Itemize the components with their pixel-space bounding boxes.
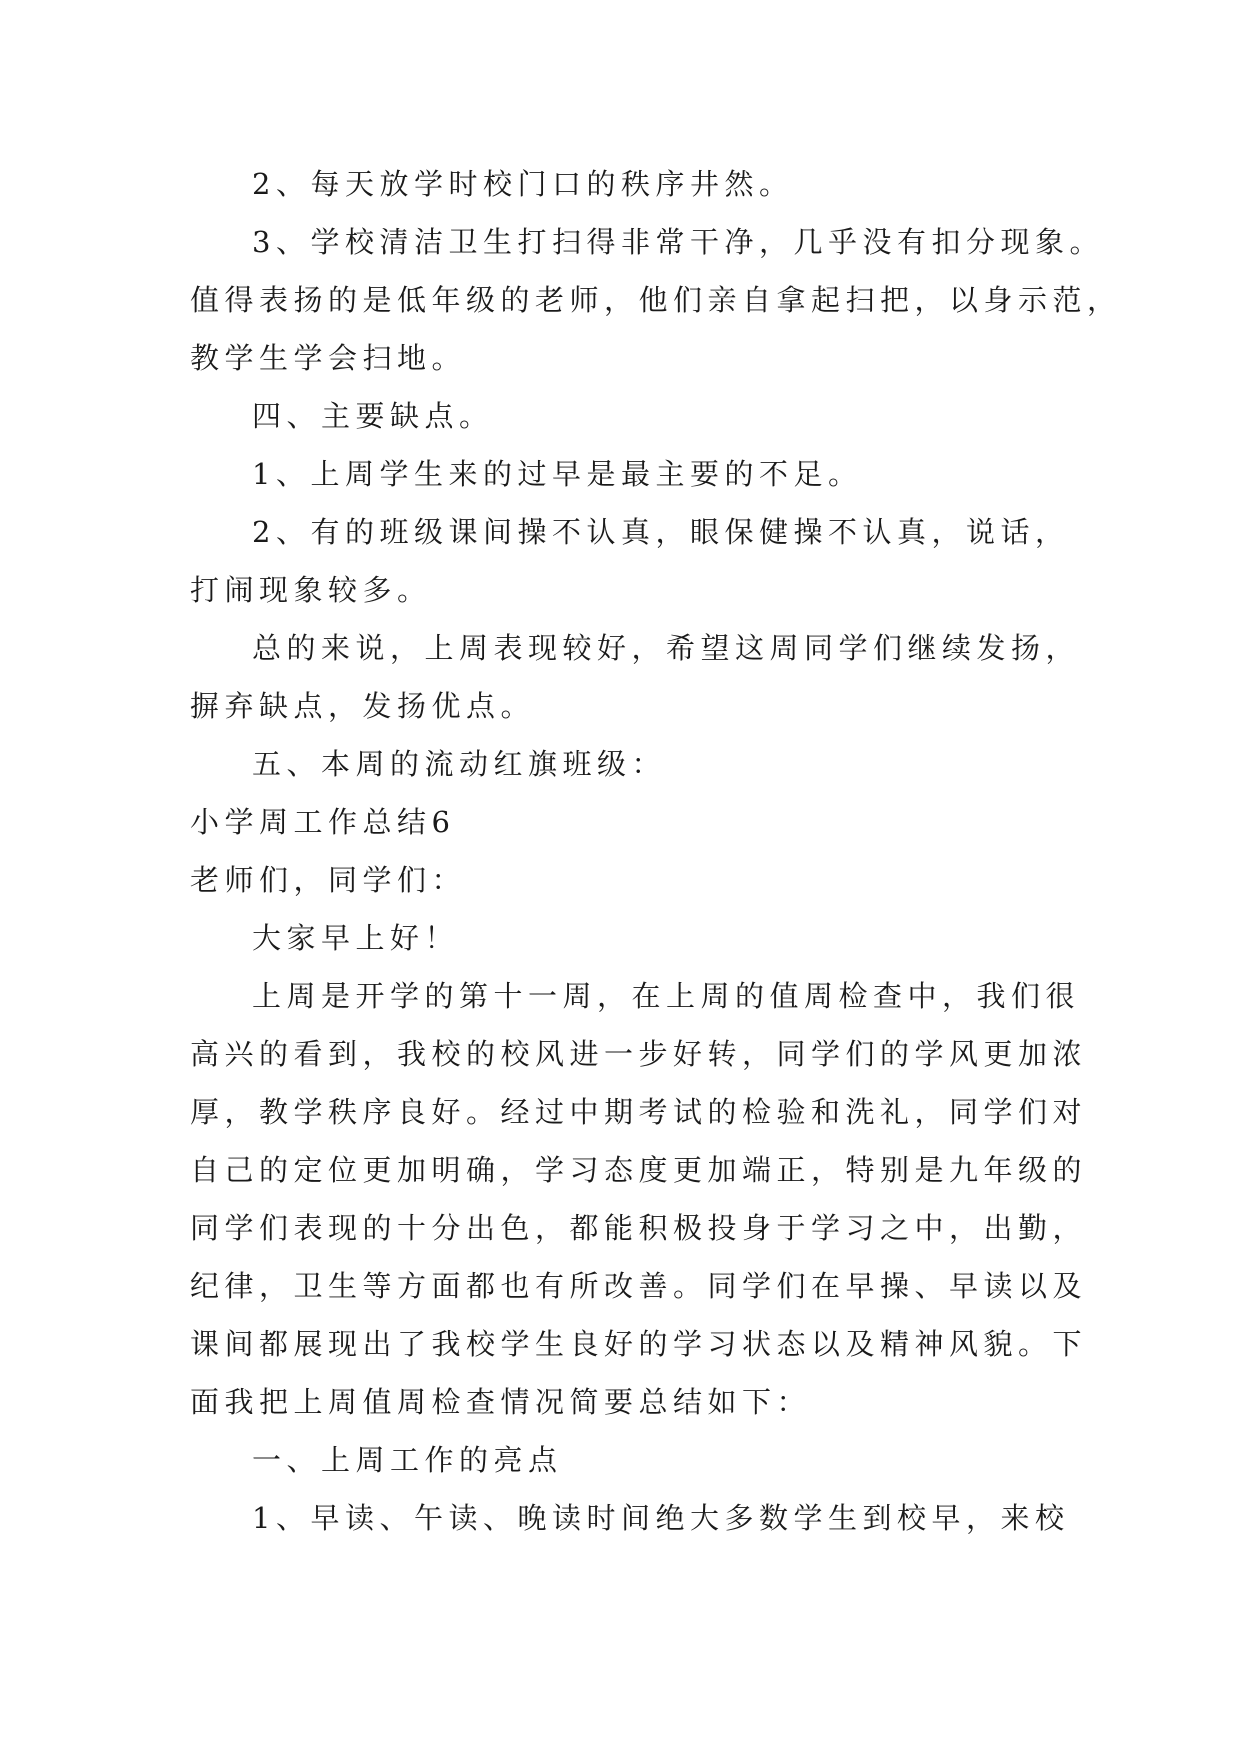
document-title: 小学周工作总结6 [190, 805, 456, 839]
paragraph-line: 面我把上周值周检查情况简要总结如下： [190, 1385, 812, 1419]
paragraph-line: 3、学校清洁卫生打扫得非常干净，几乎没有扣分现象。 [252, 225, 1104, 259]
salutation: 老师们，同学们： [190, 863, 467, 897]
section-heading: 五、本周的流动红旗班级： [252, 747, 667, 781]
paragraph-line: 高兴的看到，我校的校风进一步好转，同学们的学风更加浓 [190, 1037, 1088, 1071]
paragraph-line: 自己的定位更加明确，学习态度更加端正，特别是九年级的 [190, 1153, 1088, 1187]
paragraph-line: 厚，教学秩序良好。经过中期考试的检验和洗礼，同学们对 [190, 1095, 1088, 1129]
paragraph-line: 2、有的班级课间操不认真，眼保健操不认真，说话， [252, 515, 1070, 549]
paragraph-line: 上周是开学的第十一周，在上周的值周检查中，我们很 [252, 979, 1081, 1013]
paragraph-line: 摒弃缺点，发扬优点。 [190, 689, 536, 723]
paragraph-line: 打闹现象较多。 [190, 573, 432, 607]
paragraph-line: 课间都展现出了我校学生良好的学习状态以及精神风貌。下 [190, 1327, 1088, 1361]
paragraph-line: 教学生学会扫地。 [190, 341, 467, 375]
paragraph-line: 1、早读、午读、晚读时间绝大多数学生到校早，来校 [252, 1501, 1070, 1535]
section-heading: 四、主要缺点。 [252, 399, 494, 433]
section-heading: 一、上周工作的亮点 [252, 1443, 563, 1477]
greeting: 大家早上好！ [252, 921, 460, 955]
paragraph-line: 1、上周学生来的过早是最主要的不足。 [252, 457, 863, 491]
paragraph-line: 2、每天放学时校门口的秩序井然。 [252, 167, 794, 201]
paragraph-line: 同学们表现的十分出色，都能积极投身于学习之中，出勤， [190, 1211, 1088, 1245]
paragraph-line: 总的来说，上周表现较好，希望这周同学们继续发扬， [252, 631, 1081, 665]
paragraph-line: 值得表扬的是低年级的老师，他们亲自拿起扫把，以身示范， [190, 283, 1122, 317]
paragraph-line: 纪律，卫生等方面都也有所改善。同学们在早操、早读以及 [190, 1269, 1088, 1303]
